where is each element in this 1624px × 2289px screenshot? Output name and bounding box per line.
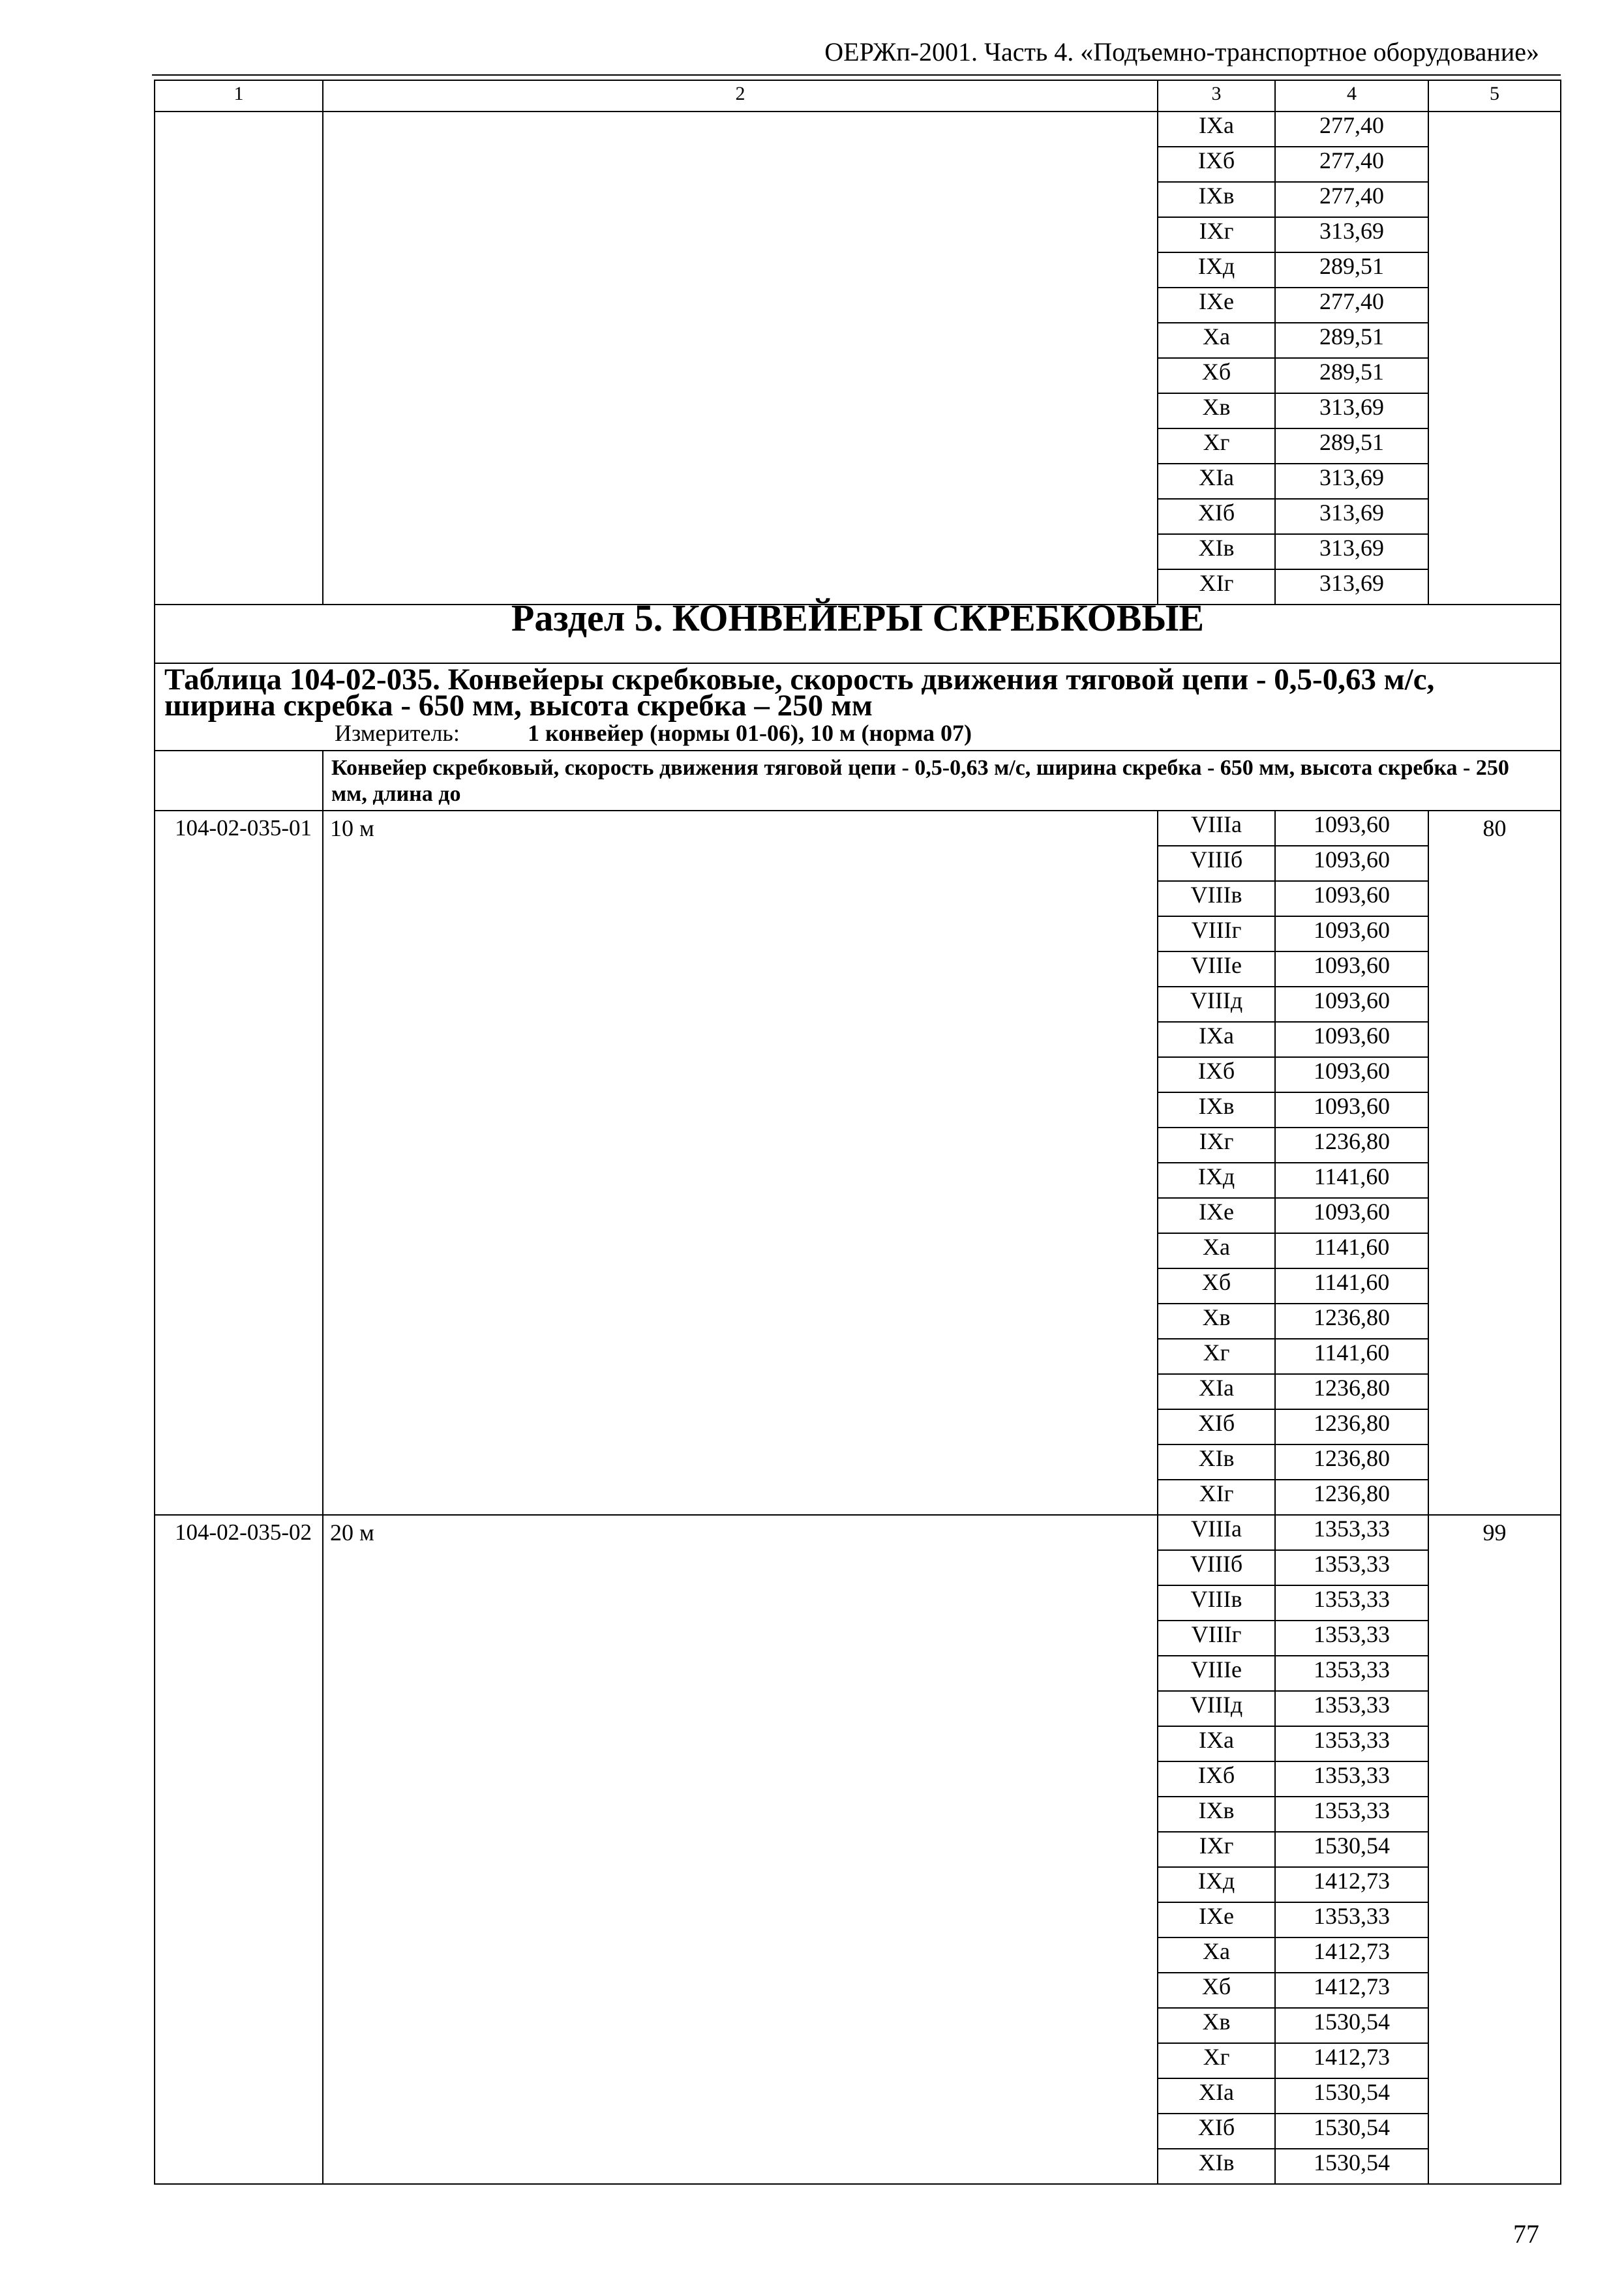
price-cell: 1412,73 bbox=[1275, 2043, 1428, 2078]
price-cell: 289,51 bbox=[1275, 358, 1428, 393]
zone-cell: XIв bbox=[1158, 1444, 1275, 1480]
description-row bbox=[155, 751, 1561, 811]
column-number: 2 bbox=[323, 80, 1158, 112]
zone-cell: IXе bbox=[1158, 288, 1275, 323]
rates-table bbox=[154, 80, 1561, 2185]
price-cell: 1353,33 bbox=[1275, 1797, 1428, 1832]
description-blank-cell bbox=[155, 751, 323, 811]
price-cell: 1353,33 bbox=[1275, 1902, 1428, 1937]
column-number: 1 bbox=[155, 80, 323, 112]
zone-cell: IXа bbox=[1158, 1022, 1275, 1057]
price-cell: 1530,54 bbox=[1275, 2078, 1428, 2114]
meter-line bbox=[164, 719, 1552, 750]
zone-cell: VIIIг bbox=[1158, 1621, 1275, 1656]
zone-cell: VIIIе bbox=[1158, 951, 1275, 987]
price-cell: 1353,33 bbox=[1275, 1726, 1428, 1761]
price-cell: 1530,54 bbox=[1275, 2008, 1428, 2043]
price-cell: 1353,33 bbox=[1275, 1621, 1428, 1656]
zone-cell: IXб bbox=[1158, 147, 1275, 182]
zone-cell: Xб bbox=[1158, 1973, 1275, 2008]
price-cell: 1530,54 bbox=[1275, 1832, 1428, 1867]
zone-cell: IXв bbox=[1158, 1797, 1275, 1832]
table-row bbox=[155, 1515, 1561, 1550]
column-number: 3 bbox=[1158, 80, 1275, 112]
price-cell: 1093,60 bbox=[1275, 916, 1428, 951]
zone-cell: VIIIд bbox=[1158, 1691, 1275, 1726]
zone-cell: IXв bbox=[1158, 1092, 1275, 1128]
zone-cell: XIа bbox=[1158, 2078, 1275, 2114]
section-title: Раздел 5. КОНВЕЙЕРЫ СКРЕБКОВЫЕ bbox=[155, 605, 1561, 663]
price-cell: 313,69 bbox=[1275, 534, 1428, 569]
price-cell: 1141,60 bbox=[1275, 1233, 1428, 1268]
price-cell: 313,69 bbox=[1275, 393, 1428, 428]
price-cell: 1236,80 bbox=[1275, 1128, 1428, 1163]
zone-cell: VIIIе bbox=[1158, 1656, 1275, 1691]
price-cell: 1093,60 bbox=[1275, 811, 1428, 846]
column-number: 4 bbox=[1275, 80, 1428, 112]
table-title: Таблица 104-02-035. Конвейеры скребковые, скорость движения тяговой цепи - 0,5-0,63 м/с, ширина скребка - 650 мм, высота скребка – 250 мм bbox=[164, 663, 1435, 723]
price-cell: 1236,80 bbox=[1275, 1374, 1428, 1409]
group-description: Конвейер скребковый, скорость движения тяговой цепи - 0,5-0,63 м/с, ширина скребка - 650 мм, высота скребка - 250 мм, длина до bbox=[323, 751, 1561, 811]
zone-cell: IXд bbox=[1158, 1163, 1275, 1198]
price-cell: 289,51 bbox=[1275, 323, 1428, 358]
zone-cell: XIб bbox=[1158, 499, 1275, 534]
zone-cell: Xг bbox=[1158, 1339, 1275, 1374]
price-cell: 1353,33 bbox=[1275, 1691, 1428, 1726]
price-cell: 1093,60 bbox=[1275, 1057, 1428, 1092]
price-cell: 1093,60 bbox=[1275, 1022, 1428, 1057]
column-number: 5 bbox=[1428, 80, 1561, 112]
price-cell: 1093,60 bbox=[1275, 951, 1428, 987]
zone-cell: IXд bbox=[1158, 252, 1275, 288]
price-cell: 1412,73 bbox=[1275, 1973, 1428, 2008]
price-cell: 1353,33 bbox=[1275, 1761, 1428, 1797]
price-cell: 1412,73 bbox=[1275, 1937, 1428, 1973]
price-cell: 313,69 bbox=[1275, 464, 1428, 499]
price-cell: 1353,33 bbox=[1275, 1656, 1428, 1691]
zone-cell: XIб bbox=[1158, 2114, 1275, 2149]
rates-table-body bbox=[155, 80, 1561, 2184]
zone-cell: XIа bbox=[1158, 464, 1275, 499]
zone-cell: XIг bbox=[1158, 1480, 1275, 1515]
zone-cell: Xа bbox=[1158, 1937, 1275, 1973]
zone-cell: VIIIг bbox=[1158, 916, 1275, 951]
zone-cell: Xг bbox=[1158, 2043, 1275, 2078]
zone-cell: VIIIв bbox=[1158, 881, 1275, 916]
zone-cell: Xа bbox=[1158, 323, 1275, 358]
zone-cell: IXа bbox=[1158, 1726, 1275, 1761]
price-cell: 1093,60 bbox=[1275, 1092, 1428, 1128]
zone-cell: Xв bbox=[1158, 1304, 1275, 1339]
price-cell: 277,40 bbox=[1275, 147, 1428, 182]
section-row bbox=[155, 605, 1561, 663]
zone-cell: IXб bbox=[1158, 1057, 1275, 1092]
price-cell: 277,40 bbox=[1275, 288, 1428, 323]
zone-cell: XIв bbox=[1158, 534, 1275, 569]
price-cell: 1093,60 bbox=[1275, 846, 1428, 881]
zone-cell: Xв bbox=[1158, 2008, 1275, 2043]
price-cell: 1141,60 bbox=[1275, 1163, 1428, 1198]
norm-code-cell: 104-02-035-01 bbox=[155, 811, 323, 1515]
price-cell: 1093,60 bbox=[1275, 987, 1428, 1022]
zone-cell: Xв bbox=[1158, 393, 1275, 428]
zone-cell: IXг bbox=[1158, 1128, 1275, 1163]
price-cell: 1412,73 bbox=[1275, 1867, 1428, 1902]
zone-cell: Xг bbox=[1158, 428, 1275, 464]
meter-value: 1 конвейер (нормы 01-06), 10 м (норма 07) bbox=[528, 720, 972, 746]
zone-cell: VIIIб bbox=[1158, 846, 1275, 881]
zone-cell: IXе bbox=[1158, 1198, 1275, 1233]
zone-cell: IXб bbox=[1158, 1761, 1275, 1797]
price-cell: 1236,80 bbox=[1275, 1480, 1428, 1515]
price-cell: 1236,80 bbox=[1275, 1409, 1428, 1444]
price-cell: 1236,80 bbox=[1275, 1304, 1428, 1339]
table-title-row bbox=[155, 663, 1561, 751]
price-cell: 1530,54 bbox=[1275, 2149, 1428, 2184]
zone-cell: VIIIа bbox=[1158, 1515, 1275, 1550]
table-title-cell bbox=[155, 663, 1561, 751]
zone-cell: IXд bbox=[1158, 1867, 1275, 1902]
price-cell: 1141,60 bbox=[1275, 1268, 1428, 1304]
zone-cell: VIIIб bbox=[1158, 1550, 1275, 1585]
zone-cell: IXе bbox=[1158, 1902, 1275, 1937]
price-cell: 313,69 bbox=[1275, 569, 1428, 605]
price-cell: 313,69 bbox=[1275, 499, 1428, 534]
price-cell: 289,51 bbox=[1275, 252, 1428, 288]
norm-name-cell: 10 м bbox=[323, 811, 1158, 1515]
price-cell: 1530,54 bbox=[1275, 2114, 1428, 2149]
norm-code-cell: 104-02-035-02 bbox=[155, 1515, 323, 2184]
price-cell: 1353,33 bbox=[1275, 1550, 1428, 1585]
price-cell: 1093,60 bbox=[1275, 1198, 1428, 1233]
zone-cell: Xб bbox=[1158, 1268, 1275, 1304]
zone-cell: XIв bbox=[1158, 2149, 1275, 2184]
column-number-row bbox=[155, 80, 1561, 112]
page-number: 77 bbox=[1513, 2219, 1539, 2249]
price-cell: 277,40 bbox=[1275, 112, 1428, 147]
meter-label: Измеритель: bbox=[335, 720, 460, 746]
price-cell: 1093,60 bbox=[1275, 881, 1428, 916]
price-cell: 277,40 bbox=[1275, 182, 1428, 217]
column5-cell: 99 bbox=[1428, 1515, 1561, 2184]
header-rule bbox=[152, 74, 1561, 76]
zone-cell: IXг bbox=[1158, 217, 1275, 252]
norm-name-cell: 20 м bbox=[323, 1515, 1158, 2184]
price-cell: 289,51 bbox=[1275, 428, 1428, 464]
zone-cell: Xа bbox=[1158, 1233, 1275, 1268]
zone-cell: IXг bbox=[1158, 1832, 1275, 1867]
table-row bbox=[155, 112, 1561, 147]
price-cell: 1353,33 bbox=[1275, 1515, 1428, 1550]
price-cell: 1353,33 bbox=[1275, 1585, 1428, 1621]
price-cell: 1141,60 bbox=[1275, 1339, 1428, 1374]
column5-cell bbox=[1428, 112, 1561, 605]
zone-cell: IXа bbox=[1158, 112, 1275, 147]
zone-cell: XIб bbox=[1158, 1409, 1275, 1444]
zone-cell: VIIIа bbox=[1158, 811, 1275, 846]
zone-cell: IXв bbox=[1158, 182, 1275, 217]
zone-cell: XIг bbox=[1158, 569, 1275, 605]
table-row bbox=[155, 811, 1561, 846]
price-cell: 1236,80 bbox=[1275, 1444, 1428, 1480]
column5-cell: 80 bbox=[1428, 811, 1561, 1515]
norm-name-cell bbox=[323, 112, 1158, 605]
zone-cell: VIIIд bbox=[1158, 987, 1275, 1022]
running-header: ОЕРЖп-2001. Часть 4. «Подъемно-транспортное оборудование» bbox=[824, 37, 1539, 67]
price-cell: 313,69 bbox=[1275, 217, 1428, 252]
zone-cell: VIIIв bbox=[1158, 1585, 1275, 1621]
norm-code-cell bbox=[155, 112, 323, 605]
zone-cell: Xб bbox=[1158, 358, 1275, 393]
zone-cell: XIа bbox=[1158, 1374, 1275, 1409]
